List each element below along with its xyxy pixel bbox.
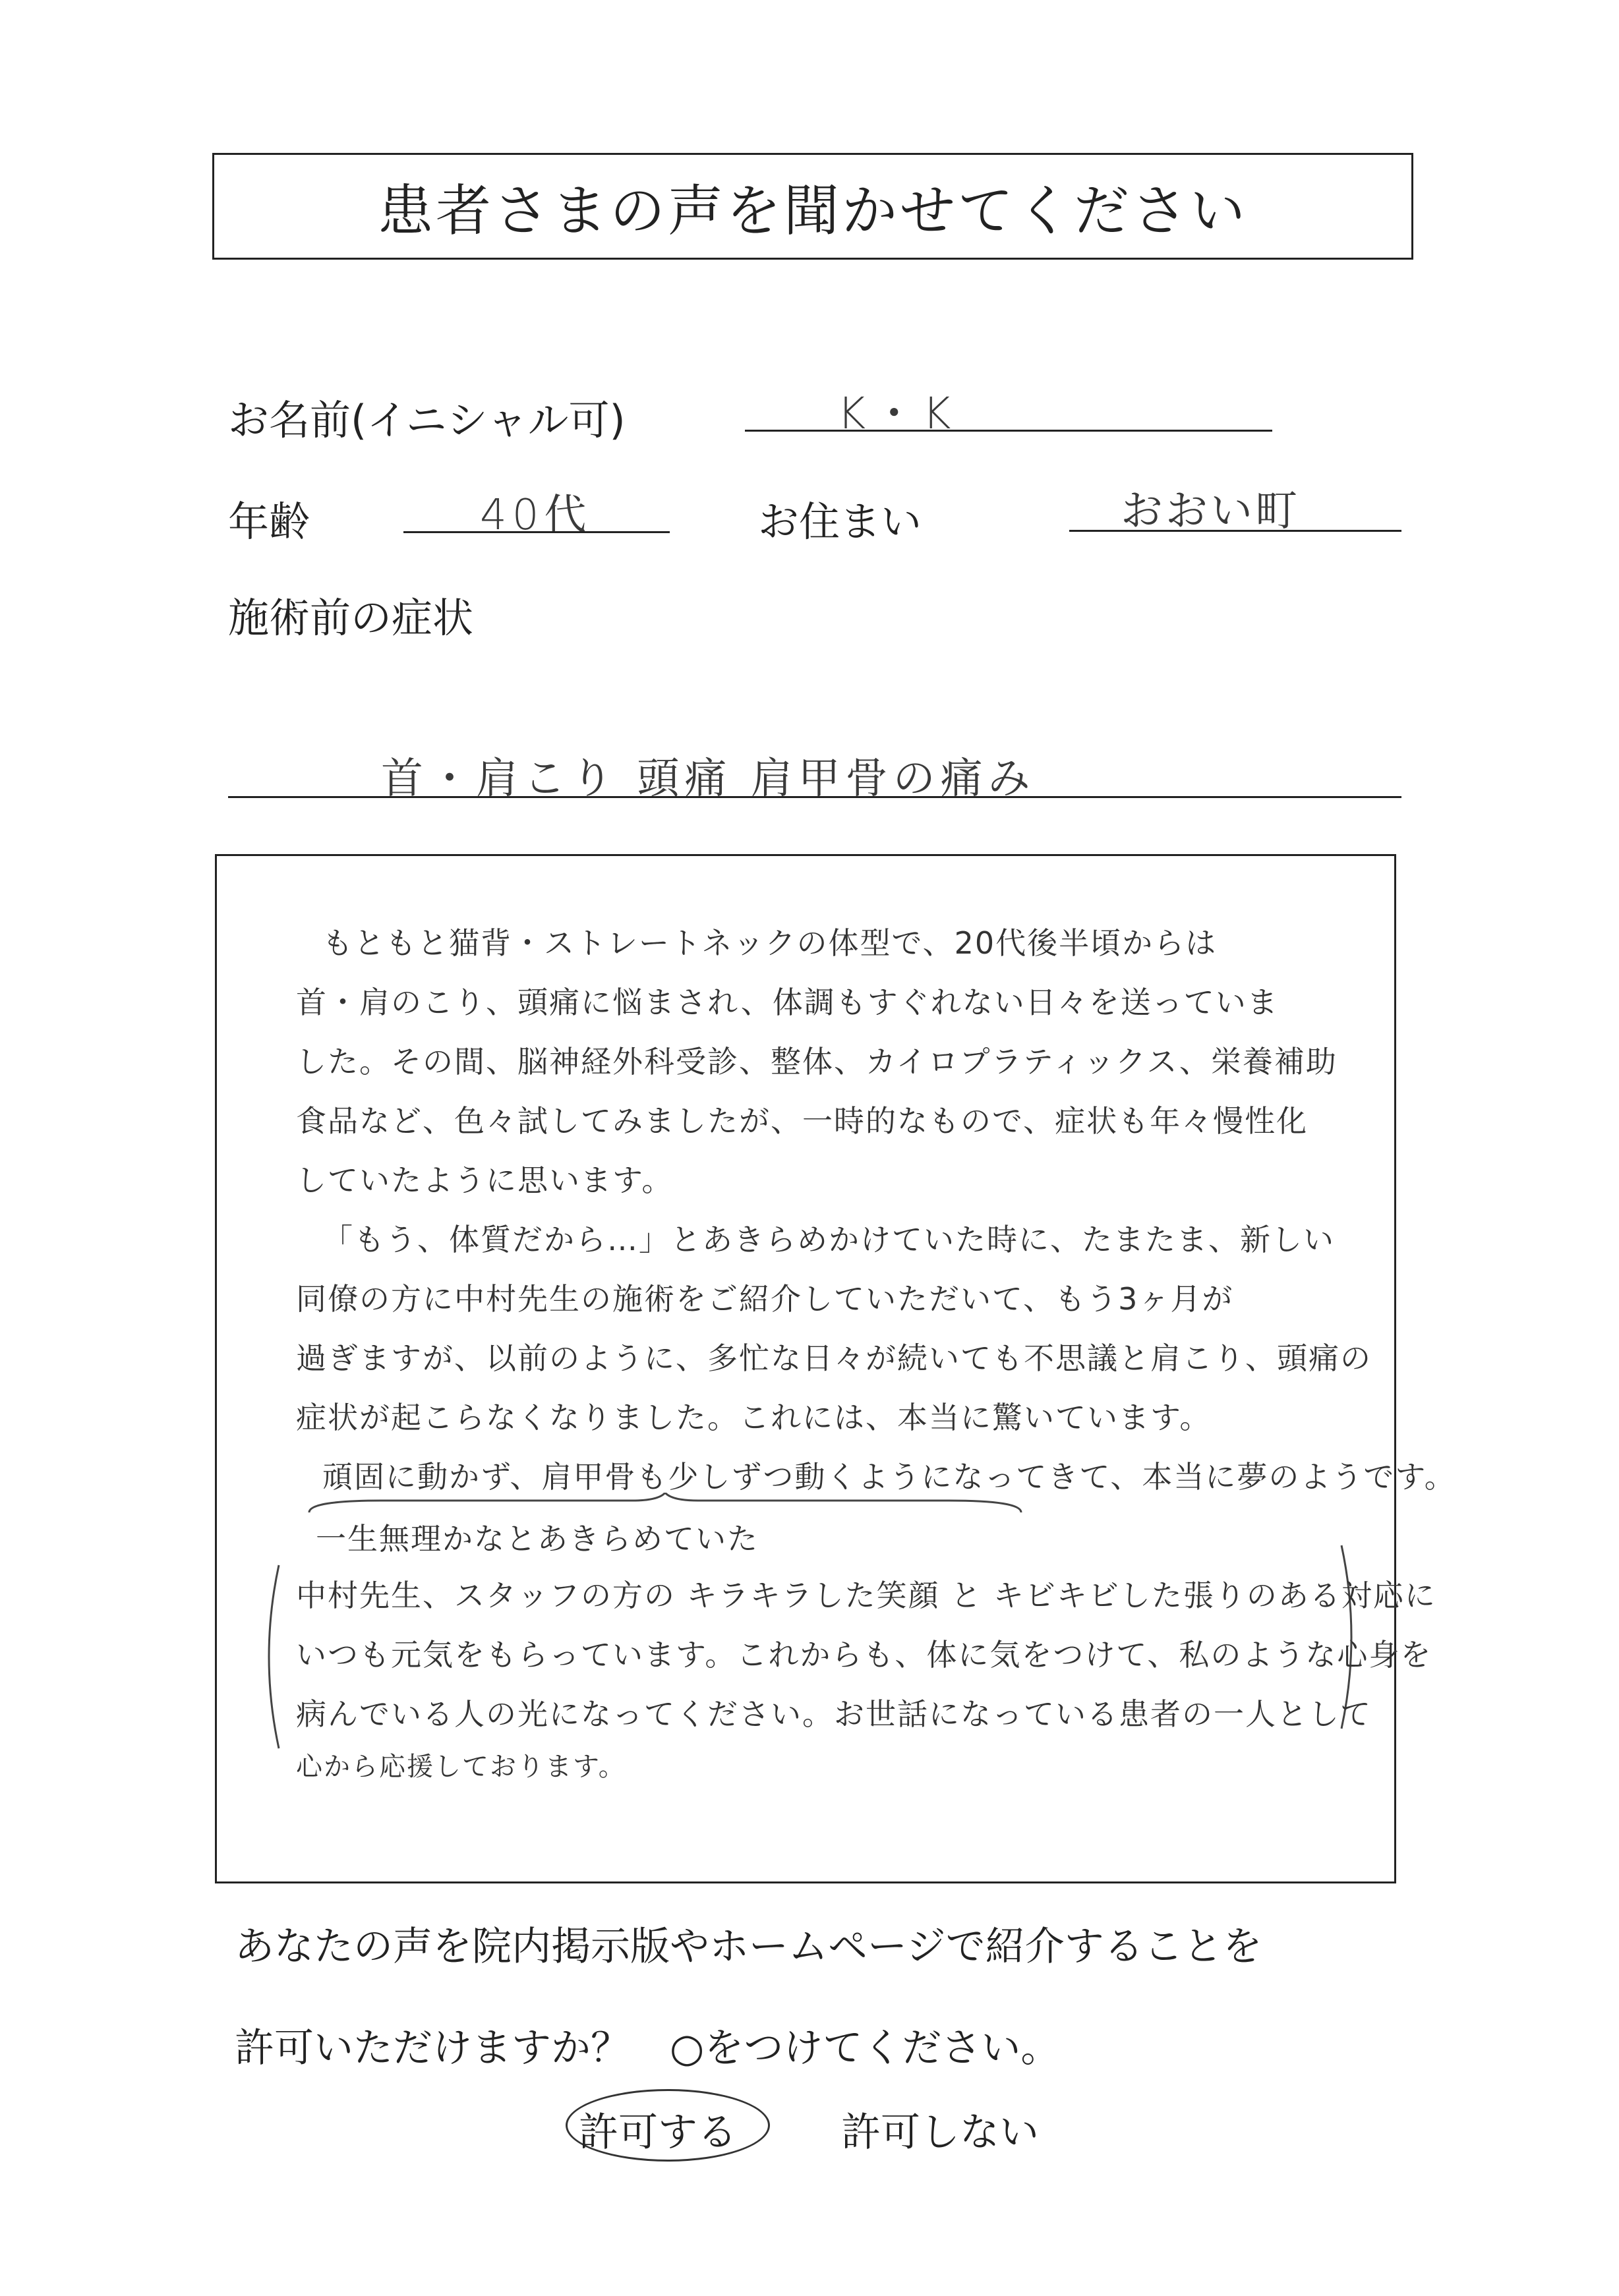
comment-line: いつも元気をもらっています。これからも、体に気をつけて、私のような心身を — [296, 1637, 1432, 1673]
comment-line: 中村先生、スタッフの方の キラキラした笑顔 と キビキビした張りのある対応に — [296, 1578, 1436, 1613]
name-underline — [745, 430, 1272, 432]
comment-line: 食品など、色々試してみましたが、一時的なもので、症状も年々慢性化 — [296, 1103, 1309, 1139]
address-label: お住まい — [758, 498, 922, 546]
age-value[interactable]: 40代 — [480, 491, 592, 540]
comment-line: していたように思います。 — [296, 1162, 674, 1198]
page-title: 患者さまの声を聞かせてください — [377, 178, 1248, 243]
symptoms-underline — [228, 796, 1401, 798]
name-value[interactable]: K・K — [837, 388, 958, 439]
comment-line: 過ぎますが、以前のように、多忙な日々が続いても不思議と肩こり、頭痛の — [296, 1340, 1372, 1376]
permission-question-line1: あなたの声を院内掲示版やホームページで紹介することを — [235, 1924, 1262, 1970]
comment-line: もともと猫背・ストレートネックの体型で、20代後半頃からは — [322, 925, 1218, 961]
address-underline — [1069, 530, 1401, 532]
permission-question-line2: 許可いただけますか？ ○をつけてください。 — [235, 2025, 1061, 2071]
deny-option[interactable]: 許可しない — [841, 2109, 1039, 2156]
name-label: お名前(イニシャル可) — [228, 396, 626, 444]
insert-note: 一生無理かなとあきらめていた — [316, 1521, 759, 1557]
symptoms-label: 施術前の症状 — [228, 594, 474, 642]
left-paren — [256, 1561, 283, 1752]
comment-line: 病んでいる人の光になってください。お世話になっている患者の一人として — [296, 1696, 1372, 1732]
comment-line: 心から応援しております。 — [296, 1752, 626, 1782]
symptoms-value[interactable]: 首・肩こり 頭痛 肩甲骨の痛み — [381, 755, 1036, 803]
comment-line: 頑固に動かず、肩甲骨も少しずつ動くようになってきて、本当に夢のようです。 — [322, 1459, 1456, 1495]
allow-option[interactable]: 許可する — [579, 2109, 737, 2156]
age-label: 年齢 — [228, 498, 310, 546]
comment-line: 症状が起こらなくなりました。これには、本当に驚いています。 — [296, 1400, 1212, 1435]
age-underline — [403, 531, 670, 533]
title-box — [212, 153, 1413, 260]
comment-line: 「もう、体質だから…」とあきらめかけていた時に、たまたま、新しい — [322, 1222, 1335, 1257]
comment-line: した。その間、脳神経外科受診、整体、カイロプラティックス、栄養補助 — [296, 1044, 1338, 1079]
comment-box[interactable] — [215, 854, 1456, 1883]
address-value[interactable]: おおい町 — [1121, 487, 1300, 536]
comment-line: 同僚の方に中村先生の施術をご紹介していただいて、もう3ヶ月が — [296, 1281, 1234, 1317]
comment-line: 首・肩のこり、頭痛に悩まされ、体調もすぐれない日々を送っていま — [296, 985, 1279, 1020]
